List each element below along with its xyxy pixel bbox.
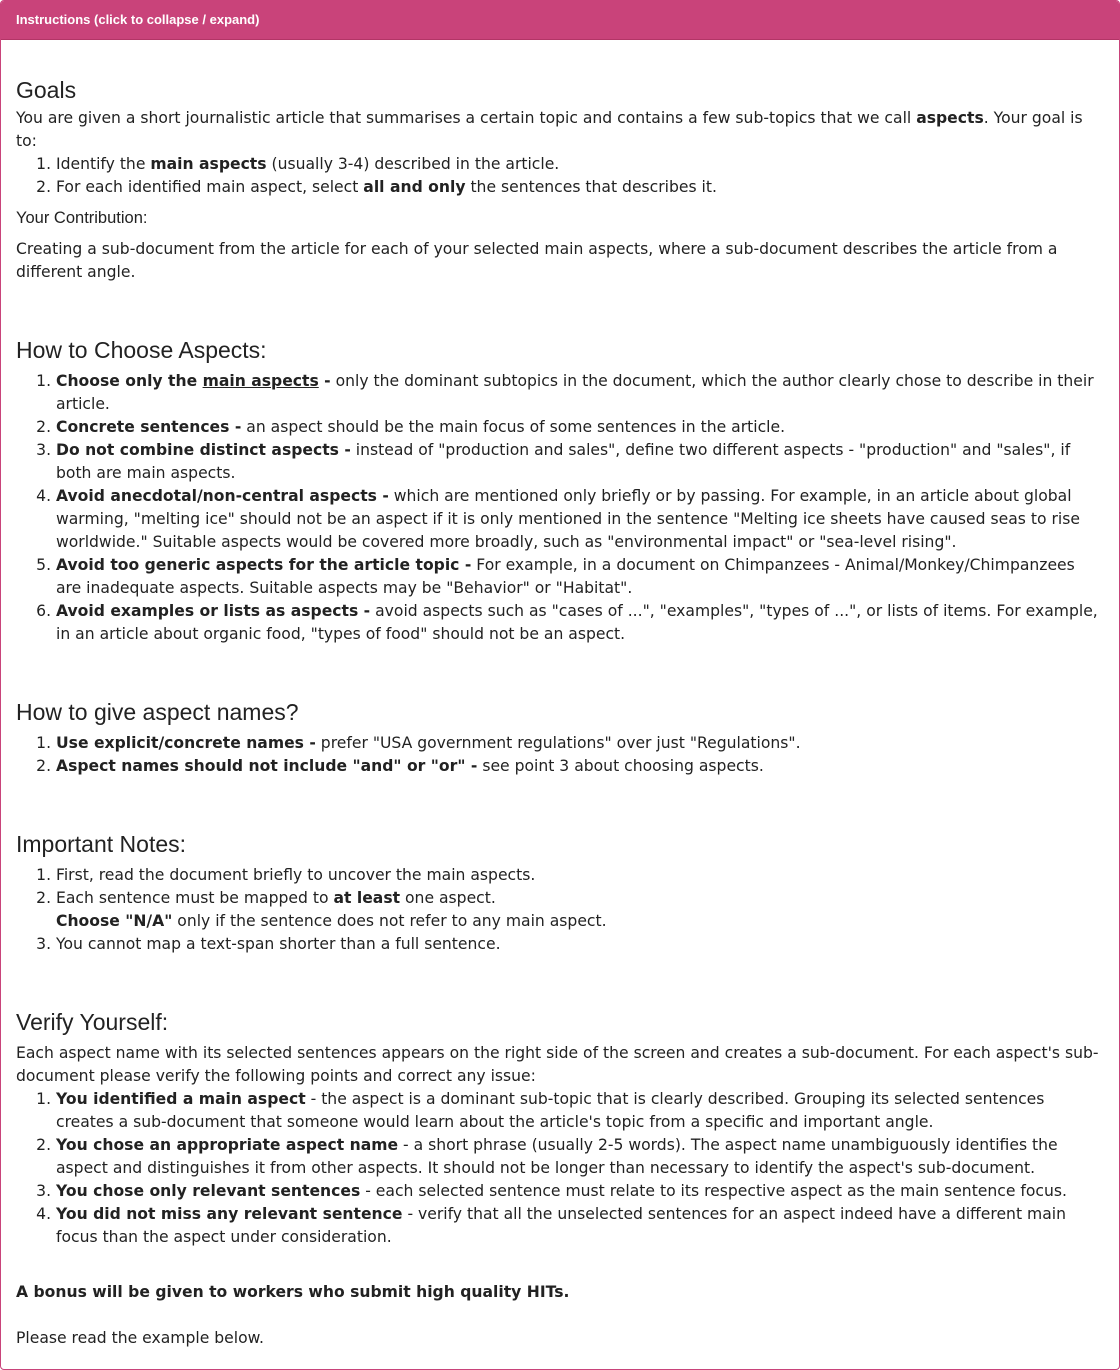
list-item: 2. You chose an appropriate aspect name - a short phrase (usually 2-5 words). The aspect name unambiguously identifies the aspect and distinguishes it from other aspects. It should not be longer than necessary to identify the aspect's sub-document.	[56, 1134, 1104, 1180]
choose-aspects-heading: How to Choose Aspects:	[16, 337, 267, 363]
list-item: 1. Identify the main aspects (usually 3-4) described in the article.	[56, 153, 1104, 176]
list-item: 1. Use explicit/concrete names - prefer "USA government regulations" over just "Regulations".	[56, 732, 1104, 755]
list-item: 2. For each identified main aspect, select all and only the sentences that describes it.	[56, 176, 1104, 199]
list-item: 1. Choose only the main aspects - only the dominant subtopics in the document, which the author clearly chose to describe in their article.	[56, 370, 1104, 416]
list-item: 4. You did not miss any relevant sentence - verify that all the unselected sentences for an aspect indeed have a different main focus than the aspect under consideration.	[56, 1203, 1104, 1249]
choose-aspects-list	[16, 370, 1104, 646]
contribution-text: Creating a sub-document from the article for each of your selected main aspects, where a sub-document describes the article from a different angle.	[16, 240, 1058, 281]
important-notes-list	[16, 864, 1104, 956]
instructions-header-toggle[interactable]	[1, 1, 1119, 40]
important-notes-heading: Important Notes:	[16, 831, 187, 857]
list-item: 1. First, read the document briefly to uncover the main aspects.	[56, 864, 1104, 887]
list-item: 1. You identified a main aspect - the aspect is a dominant sub-topic that is clearly described. Grouping its selected sentences creates a sub-document that someone would learn about the article's topic from a specific and important angle.	[56, 1088, 1104, 1134]
list-item: 2. Each sentence must be mapped to at least one aspect. Choose "N/A" only if the sentence does not refer to any main aspect.	[56, 887, 1104, 933]
goals-intro: You are given a short journalistic article that summarises a certain topic and contains a few sub-topics that we call aspects. Your goal is to:	[16, 109, 1083, 150]
list-item: 5. Avoid too generic aspects for the article topic - For example, in a document on Chimpanzees - Animal/Monkey/Chimpanzees are inadequate aspects. Suitable aspects may be "Behavior" or "Habitat".	[56, 554, 1104, 600]
read-example-note: Please read the example below.	[16, 1329, 264, 1347]
aspect-names-heading: How to give aspect names?	[16, 699, 299, 725]
verify-intro: Each aspect name with its selected sentences appears on the right side of the screen and creates a sub-document. For each aspect's sub-document please verify the following points and correct any issue:	[16, 1044, 1099, 1085]
list-item: 6. Avoid examples or lists as aspects - avoid aspects such as "cases of ...", "examples", "types of ...", or lists of items. For example, in an article about organic food, "types of food" should not be an aspect.	[56, 600, 1104, 646]
instructions-body	[1, 40, 1119, 1350]
goals-list	[16, 153, 1104, 199]
list-item: 4. Avoid anecdotal/non-central aspects - which are mentioned only briefly or by passing. For example, in an article about global warming, "melting ice" should not be an aspect if it is only mentioned in the sentence "Melting ice sheets have caused seas to rise worldwide." Suitable aspects would be covered more broadly, such as "environmental impact" or "sea-level rising".	[56, 485, 1104, 554]
contribution-heading: Your Contribution:	[16, 209, 148, 227]
list-item: 2. Aspect names should not include "and" or "or" - see point 3 about choosing aspects.	[56, 755, 1104, 778]
list-item: 2. Concrete sentences - an aspect should be the main focus of some sentences in the article.	[56, 416, 1104, 439]
aspect-names-list	[16, 732, 1104, 778]
list-item: 3. You chose only relevant sentences - each selected sentence must relate to its respective aspect as the main sentence focus.	[56, 1180, 1104, 1203]
bonus-note: A bonus will be given to workers who submit high quality HITs.	[16, 1283, 570, 1301]
list-item: 3. Do not combine distinct aspects - instead of "production and sales", define two different aspects - "production" and "sales", if both are main aspects.	[56, 439, 1104, 485]
verify-heading: Verify Yourself:	[16, 1009, 169, 1035]
goals-heading: Goals	[16, 77, 77, 103]
verify-list	[16, 1088, 1104, 1249]
list-item: 3. You cannot map a text-span shorter than a full sentence.	[56, 933, 1104, 956]
instructions-header-title: Instructions (click to collapse / expand)	[16, 12, 260, 27]
